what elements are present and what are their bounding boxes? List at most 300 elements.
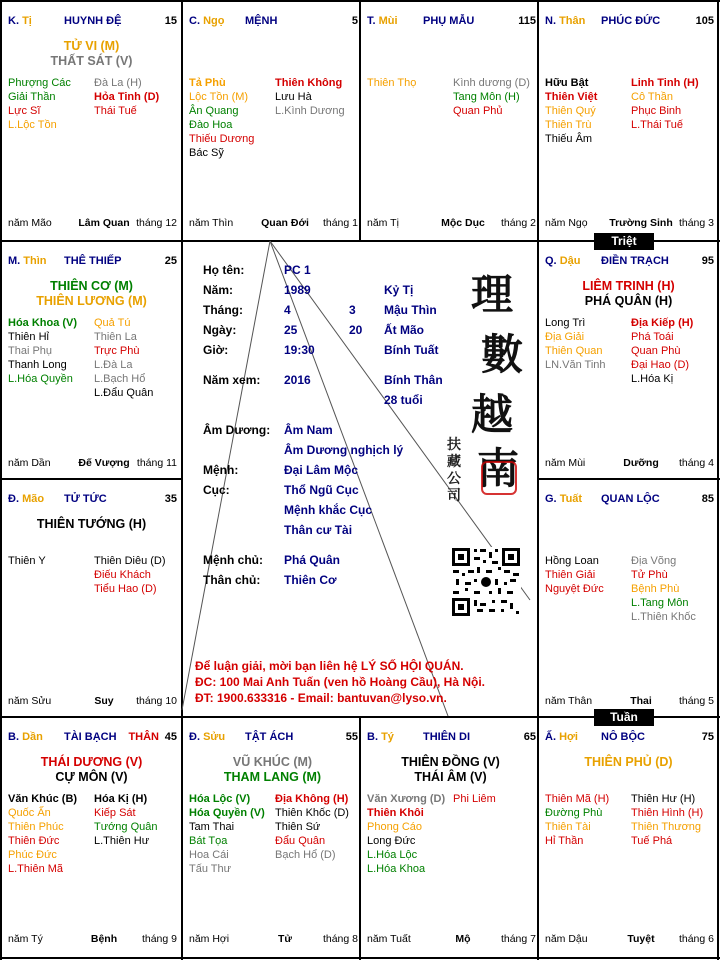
minor-stars-right xyxy=(94,792,158,848)
minor-star: Hoa Cái xyxy=(189,849,229,861)
view-year-can: Bính Thân xyxy=(384,373,443,387)
palace-cell xyxy=(539,242,718,481)
minor-star: Hóa Kị (H) xyxy=(94,793,148,805)
minor-star: Giải Thần xyxy=(8,91,56,103)
palace-cell xyxy=(2,718,181,957)
cuc-label: Cục: xyxy=(203,483,230,497)
minor-star: Thiên La xyxy=(94,331,137,343)
minor-star: Phục Binh xyxy=(631,105,682,117)
minor-star: Thiên Y xyxy=(8,555,46,567)
palace-chi: Dậu xyxy=(559,255,581,267)
palace-chi: Tị xyxy=(22,15,32,27)
minor-stars-left xyxy=(367,792,445,876)
minor-star: Phi Liêm xyxy=(453,793,496,805)
palace-year: năm Tý xyxy=(8,933,43,945)
palace-name: QUAN LỘC xyxy=(601,493,660,505)
palace-cell xyxy=(2,2,181,241)
seal-stamp xyxy=(481,461,517,495)
minor-star: Phá Toái xyxy=(631,331,674,343)
than-marker: THÂN xyxy=(128,731,159,743)
minor-stars-right xyxy=(631,316,693,386)
palace-chi: Tuất xyxy=(559,493,583,505)
minor-star: Bát Tọa xyxy=(189,835,228,847)
year-can: Kỷ Tị xyxy=(384,283,414,297)
palace-header xyxy=(8,731,177,747)
minor-star: Cô Thần xyxy=(631,91,673,103)
palace-cell xyxy=(183,718,362,957)
minor-stars-right xyxy=(275,792,349,862)
minor-star: Lưu Hà xyxy=(275,91,312,103)
palace-footer xyxy=(367,217,536,231)
minor-star: Phúc Đức xyxy=(8,849,57,861)
age: 28 tuổi xyxy=(384,393,423,407)
palace-name: NÔ BỘC xyxy=(601,731,645,743)
than-chu-value: Thiên Cơ xyxy=(284,573,337,587)
palace-can: T. xyxy=(367,15,376,27)
minor-star: Nguyệt Đức xyxy=(545,583,604,595)
life-stage: Quan Đới xyxy=(261,217,309,229)
minor-star: Tam Thai xyxy=(189,821,235,833)
minor-star: Địa Giải xyxy=(545,331,585,343)
minor-stars-left xyxy=(8,76,71,132)
minor-stars-left xyxy=(189,792,265,876)
minor-star: Hữu Bật xyxy=(545,77,589,89)
palace-header xyxy=(8,15,177,31)
palace-cell xyxy=(539,718,718,957)
palace-can: Đ. xyxy=(8,493,19,505)
cuc-value-2: Mệnh khắc Cục xyxy=(284,503,373,517)
minor-stars-right xyxy=(631,76,699,132)
minor-star: Thiên Đức xyxy=(8,835,60,847)
palace-number: 95 xyxy=(701,255,714,267)
palace-footer xyxy=(545,695,714,709)
minor-star: L.Hóa Kị xyxy=(631,373,674,385)
logo-char-3: 越 xyxy=(471,390,514,439)
contact-line-3: ĐT: 1900.633316 - Email: bantuvan@lyso.vn. xyxy=(195,691,447,705)
minor-star: Đào Hoa xyxy=(189,119,233,131)
palace-number: 115 xyxy=(518,15,536,27)
minor-star: Tướng Quân xyxy=(94,821,158,833)
palace-name: THÊ THIẾP xyxy=(64,255,122,267)
main-stars xyxy=(539,755,718,770)
main-stars xyxy=(2,39,181,69)
palace-year: năm Sửu xyxy=(8,695,52,707)
palace-name: ĐIỀN TRẠCH xyxy=(601,255,669,267)
month-can: Mậu Thìn xyxy=(384,303,437,317)
minor-star: Hóa Quyền (V) xyxy=(189,807,265,819)
palace-name: TỬ TỨC xyxy=(64,493,107,505)
main-star: CỰ MÔN (V) xyxy=(55,770,128,784)
palace-position xyxy=(8,15,32,27)
minor-star: L.Thiên Khốc xyxy=(631,611,696,623)
main-stars xyxy=(361,755,540,785)
day-lunar: 20 xyxy=(349,323,363,337)
palace-cell xyxy=(183,2,362,241)
minor-star: Thiên Sứ xyxy=(275,821,321,833)
minor-star: Long Trì xyxy=(545,317,586,329)
hour-value: 19:30 xyxy=(284,343,315,357)
triet-tag: Triệt xyxy=(594,233,654,250)
palace-position xyxy=(189,731,225,743)
logo-char-4: 南 xyxy=(477,444,520,493)
palace-name: TẬT ÁCH xyxy=(245,731,294,743)
hour-can: Bính Tuất xyxy=(384,343,439,357)
palace-position xyxy=(367,15,398,27)
palace-cell xyxy=(539,2,718,241)
qr-code xyxy=(451,547,521,617)
minor-star: L.Hóa Quyền xyxy=(8,373,73,385)
minor-star: Địa Không (H) xyxy=(275,793,349,805)
palace-number: 35 xyxy=(164,493,177,505)
minor-star: Phượng Các xyxy=(8,77,71,89)
palace-month: tháng 10 xyxy=(136,695,177,707)
palace-number: 105 xyxy=(695,15,714,27)
minor-star: Thiên Quan xyxy=(545,345,603,357)
palace-header xyxy=(545,255,714,271)
palace-month: tháng 4 xyxy=(678,457,714,469)
name-value: PC 1 xyxy=(284,263,311,277)
main-star: THÁI ÂM (V) xyxy=(414,770,487,784)
minor-stars-left xyxy=(545,76,597,146)
palace-name: MỆNH xyxy=(245,15,278,27)
palace-chi: Sửu xyxy=(203,731,226,743)
palace-month: tháng 9 xyxy=(141,933,177,945)
minor-stars-left xyxy=(545,554,604,596)
palace-footer xyxy=(8,933,177,947)
minor-star: Long Đức xyxy=(367,835,416,847)
palace-position xyxy=(8,493,44,505)
minor-stars-left xyxy=(8,554,46,568)
minor-star: L.Thái Tuế xyxy=(631,119,683,131)
minor-star: Tử Phù xyxy=(631,569,668,581)
main-star: THAM LANG (M) xyxy=(223,770,322,784)
life-stage: Tuyệt xyxy=(627,933,655,945)
main-stars xyxy=(539,279,718,309)
minor-star: Hóa Khoa (V) xyxy=(8,317,78,329)
palace-number: 55 xyxy=(345,731,358,743)
main-star: THẤT SÁT (V) xyxy=(50,54,133,68)
minor-stars-right xyxy=(453,792,496,806)
palace-name: THIÊN DI xyxy=(423,731,471,743)
minor-star: Linh Tinh (H) xyxy=(631,77,699,89)
amduong-value-2: Âm Dương nghịch lý xyxy=(284,443,404,457)
palace-header xyxy=(189,15,358,31)
palace-header xyxy=(545,15,714,31)
month-solar: 4 xyxy=(284,303,291,317)
minor-star: L.Thiên Mã xyxy=(8,863,64,875)
palace-header xyxy=(367,15,536,31)
minor-stars-left xyxy=(189,76,254,160)
palace-year: năm Thân xyxy=(545,695,593,707)
palace-name: PHỤ MẪU xyxy=(423,15,475,27)
palace-year: năm Mão xyxy=(8,217,52,229)
palace-footer xyxy=(545,457,714,471)
main-star: TỬ VI (M) xyxy=(63,39,120,53)
main-star: THIÊN CƠ (M) xyxy=(50,279,133,293)
palace-position xyxy=(545,15,585,27)
minor-star: Thiên Thương xyxy=(631,821,702,833)
minor-star: Thiên Khốc (D) xyxy=(275,807,349,819)
palace-month: tháng 1 xyxy=(322,217,358,229)
palace-number: 5 xyxy=(351,15,358,27)
palace-number: 15 xyxy=(164,15,177,27)
minor-star: Đẩu Quân xyxy=(275,835,326,847)
minor-star: L.Bạch Hổ xyxy=(94,373,146,385)
palace-chi: Ngọ xyxy=(203,15,225,27)
palace-name: PHÚC ĐỨC xyxy=(601,15,661,27)
main-star: LIÊM TRINH (H) xyxy=(582,279,675,293)
minor-star: L.Tang Môn xyxy=(631,597,689,609)
life-stage: Bệnh xyxy=(90,933,118,945)
palace-month: tháng 11 xyxy=(136,457,177,469)
minor-stars-right xyxy=(275,76,345,118)
palace-footer xyxy=(367,933,536,947)
minor-star: Thai Phụ xyxy=(8,345,53,357)
minor-star: Hỉ Thần xyxy=(545,835,584,847)
minor-star: Tang Môn (H) xyxy=(453,91,520,103)
palace-chi: Dần xyxy=(22,731,43,743)
palace-number: 25 xyxy=(164,255,177,267)
minor-stars-right xyxy=(453,76,530,118)
life-stage: Suy xyxy=(94,695,114,707)
palace-can: Ấ. xyxy=(545,731,556,743)
minor-star: Hỏa Tinh (D) xyxy=(94,91,160,103)
minor-star: Kình dương (D) xyxy=(453,77,530,89)
minor-star: Thiên Quý xyxy=(545,105,596,117)
minor-star: Thiên Hình (H) xyxy=(631,807,704,819)
palace-year: năm Tị xyxy=(367,217,399,229)
minor-star: Lộc Tồn (M) xyxy=(189,91,249,103)
palace-footer xyxy=(545,217,714,231)
logo-char-2: 數 xyxy=(481,330,524,379)
view-year-label: Năm xem: xyxy=(203,373,261,387)
main-star: THIÊN ĐỒNG (V) xyxy=(401,755,500,769)
minor-star: Tấu Thư xyxy=(189,863,232,875)
palace-footer xyxy=(8,695,177,709)
palace-footer xyxy=(8,217,177,231)
minor-star: Địa Võng xyxy=(631,555,677,567)
minor-stars-right xyxy=(94,554,166,596)
minor-star: Phong Cáo xyxy=(367,821,423,833)
main-stars xyxy=(2,755,181,785)
palace-month: tháng 12 xyxy=(136,217,177,229)
main-star: PHÁ QUÂN (H) xyxy=(584,294,673,308)
life-stage: Mộ xyxy=(455,933,471,945)
main-star: THIÊN TƯỚNG (H) xyxy=(36,517,147,531)
month-label: Tháng: xyxy=(203,303,243,317)
minor-star: Quan Phủ xyxy=(453,105,503,117)
minor-star: Thiên Trù xyxy=(545,119,592,131)
life-stage: Trường Sinh xyxy=(609,217,673,229)
palace-can: C. xyxy=(189,15,200,27)
amduong-label: Âm Dương: xyxy=(203,423,271,437)
minor-star: Ân Quang xyxy=(189,105,239,117)
palace-number: 75 xyxy=(701,731,714,743)
menh-chu-value: Phá Quân xyxy=(284,553,341,567)
palace-month: tháng 2 xyxy=(500,217,536,229)
palace-year: năm Tuất xyxy=(367,933,411,945)
minor-star: Địa Kiếp (H) xyxy=(631,317,694,329)
palace-name: TÀI BẠCH xyxy=(64,731,117,743)
palace-cell xyxy=(2,480,181,719)
minor-star: Kiếp Sát xyxy=(94,807,136,819)
minor-star: L.Thiên Hư xyxy=(94,835,150,847)
life-stage: Đế Vượng xyxy=(78,457,130,469)
minor-stars-left xyxy=(545,792,609,848)
minor-star: Thiên Hỉ xyxy=(8,331,49,343)
palace-chi: Hợi xyxy=(559,731,578,743)
palace-year: năm Dậu xyxy=(545,933,588,945)
palace-position xyxy=(367,731,394,743)
minor-star: Bác Sỹ xyxy=(189,147,224,159)
cuc-value: Thổ Ngũ Cục xyxy=(284,483,359,497)
palace-chi: Mão xyxy=(22,493,45,505)
palace-position xyxy=(545,493,582,505)
palace-chi: Mùi xyxy=(378,15,398,27)
life-stage: Tử xyxy=(277,933,293,945)
day-label: Ngày: xyxy=(203,323,237,337)
palace-footer xyxy=(8,457,177,471)
minor-star: Quốc Ấn xyxy=(8,807,51,819)
minor-star: Trực Phù xyxy=(94,345,140,357)
minor-star: Quan Phù xyxy=(631,345,681,357)
minor-star: Hóa Lộc (V) xyxy=(189,793,251,805)
palace-chi: Thân xyxy=(559,15,586,27)
logo-char-1: 理 xyxy=(471,270,514,319)
view-year-value: 2016 xyxy=(284,373,311,387)
palace-month: tháng 5 xyxy=(678,695,714,707)
palace-cell xyxy=(539,480,718,719)
minor-stars-left xyxy=(8,316,77,386)
name-label: Họ tên: xyxy=(203,263,245,277)
main-stars xyxy=(2,517,181,532)
palace-footer xyxy=(189,933,358,947)
minor-star: LN.Văn Tinh xyxy=(545,359,606,371)
main-star: VŨ KHÚC (M) xyxy=(232,755,313,769)
minor-stars-right xyxy=(94,316,153,400)
day-solar: 25 xyxy=(284,323,298,337)
palace-number: 85 xyxy=(701,493,714,505)
main-star: THIÊN LƯƠNG (M) xyxy=(36,294,147,308)
palace-can: B. xyxy=(367,731,378,743)
minor-star: Đường Phù xyxy=(545,807,603,819)
minor-star: L.Hóa Lộc xyxy=(367,849,418,861)
minor-star: Thiên Mã (H) xyxy=(545,793,610,805)
palace-header xyxy=(8,255,177,271)
life-stage: Thai xyxy=(630,695,652,707)
palace-cell xyxy=(361,718,540,957)
palace-can: N. xyxy=(545,15,556,27)
minor-star: Thiếu Dương xyxy=(189,133,255,145)
palace-position xyxy=(8,255,47,267)
palace-header xyxy=(545,731,714,747)
contact-line-1: Để luận giải, mời bạn liên hệ LÝ SỐ HỘI QUÁN. xyxy=(195,659,464,673)
minor-star: Thiên Việt xyxy=(545,91,598,103)
minor-star: Đại Hao (D) xyxy=(631,359,690,371)
minor-star: Văn Xương (D) xyxy=(367,793,446,805)
palace-name: HUYNH ĐỆ xyxy=(64,15,122,27)
minor-star: Đà La (H) xyxy=(94,77,142,89)
palace-month: tháng 3 xyxy=(678,217,714,229)
minor-star: Bạch Hổ (D) xyxy=(275,849,336,861)
palace-position xyxy=(545,255,580,267)
minor-star: Thiếu Âm xyxy=(545,133,593,145)
palace-cell xyxy=(361,2,540,241)
minor-star: L.Hóa Khoa xyxy=(367,863,426,875)
palace-position xyxy=(189,15,224,27)
palace-position xyxy=(8,731,43,743)
palace-chi: Thìn xyxy=(23,255,47,267)
main-star: THIÊN PHỦ (D) xyxy=(584,755,673,769)
minor-star: Tuế Phá xyxy=(631,835,673,847)
palace-can: M. xyxy=(8,255,21,267)
palace-year: năm Mùi xyxy=(545,457,586,469)
cuc-value-3: Thân cư Tài xyxy=(284,523,353,537)
palace-chi: Tý xyxy=(381,731,394,743)
main-stars xyxy=(2,279,181,309)
minor-star: Lực Sĩ xyxy=(8,105,41,117)
minor-stars-left xyxy=(367,76,416,90)
palace-header xyxy=(189,731,358,747)
palace-position xyxy=(545,731,578,743)
contact-line-2: ĐC: 100 Mai Anh Tuấn (ven hồ Hoàng Cầu), Hà Nội. xyxy=(195,675,486,689)
minor-star: L.Kình Dương xyxy=(275,105,345,117)
minor-star: L.Đẩu Quân xyxy=(94,387,154,399)
day-can: Ất Mão xyxy=(384,323,424,337)
minor-star: Thái Tuế xyxy=(94,105,137,117)
tuan-tag: Tuần xyxy=(594,709,654,726)
menh-chu-label: Mệnh chủ: xyxy=(203,553,263,567)
than-chu-label: Thân chủ: xyxy=(203,573,261,587)
month-lunar: 3 xyxy=(349,303,356,317)
palace-can: G. xyxy=(545,493,557,505)
minor-star: Điếu Khách xyxy=(94,569,151,581)
minor-star: Thiên Hư (H) xyxy=(631,793,696,805)
minor-star: Thiên Thọ xyxy=(367,77,417,89)
palace-month: tháng 7 xyxy=(500,933,536,945)
minor-star: Quả Tú xyxy=(94,317,131,329)
palace-month: tháng 6 xyxy=(678,933,714,945)
palace-header xyxy=(545,493,714,509)
logo-small-text: 扶 藏 公 司 xyxy=(447,437,461,504)
life-stage: Dưỡng xyxy=(623,457,659,469)
palace-footer xyxy=(545,933,714,947)
minor-stars-right xyxy=(94,76,159,118)
minor-star: Thiên Giải xyxy=(545,569,596,581)
minor-star: Thiên Tài xyxy=(545,821,591,833)
minor-star: Thiên Khôi xyxy=(367,807,424,819)
year-value: 1989 xyxy=(284,283,311,297)
palace-can: K. xyxy=(8,15,19,27)
menh-label: Mệnh: xyxy=(203,463,239,477)
minor-star: Thiên Diêu (D) xyxy=(94,555,166,567)
palace-can: B. xyxy=(8,731,19,743)
palace-can: Q. xyxy=(545,255,557,267)
palace-year: năm Hợi xyxy=(189,933,230,945)
life-stage: Lâm Quan xyxy=(78,217,130,229)
minor-stars-left xyxy=(8,792,77,876)
amduong-value-1: Âm Nam xyxy=(284,423,333,437)
minor-star: Thiên Không xyxy=(275,77,343,89)
hour-label: Giờ: xyxy=(203,343,229,357)
minor-star: Tả Phù xyxy=(189,77,226,89)
palace-cell xyxy=(2,242,181,481)
minor-stars-left xyxy=(545,316,606,372)
minor-stars-right xyxy=(631,554,696,624)
palace-header xyxy=(367,731,536,747)
minor-star: Thiên Phúc xyxy=(8,821,64,833)
palace-number: 65 xyxy=(523,731,536,743)
